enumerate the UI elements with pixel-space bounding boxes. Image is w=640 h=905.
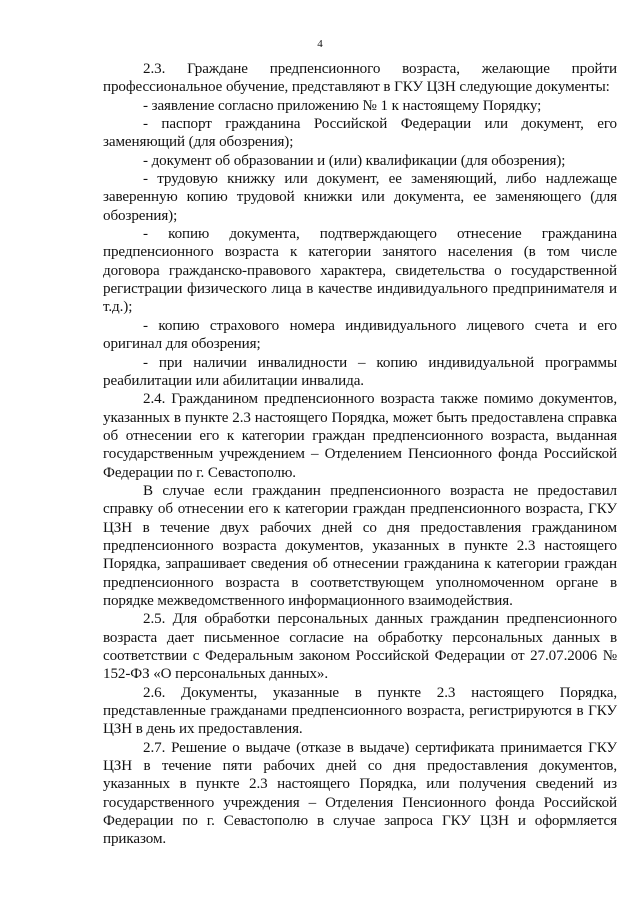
- list-item-education-document: - документ об образовании и (или) квалификации (для обозрения);: [143, 152, 566, 169]
- document-body: [103, 60, 617, 849]
- page-number: 4: [317, 38, 323, 50]
- list-item-disability-program: - при наличии инвалидности – копию индивидуальной программы реабилитации или абилитации инвалида.: [103, 354, 617, 389]
- paragraph-2-4-continued: В случае если гражданин предпенсионного возраста не предоставил справку об отнесении его к категории граждан предпенсионного возраста, ГКУ ЦЗН в течение двух рабочих дней со дня предоставления гражданином предпенсионного возраста документов, указанных в пункте 2.3 настоящего Порядка, запрашивает сведения об отнесении гражданина к категории граждан предпенсионного возраста в соответствующем уполномоченном органе в порядке межведомственного информационного взаимодействия.: [103, 482, 617, 609]
- list-item-insurance-number: - копию страхового номера индивидуального лицевого счета и его оригинал для обозрения;: [103, 317, 617, 353]
- list-item-employment-record: - трудовую книжку или документ, ее заменяющий, либо надлежаще заверенную копию трудовой книжки или документа, ее заменяющего (для обозрения);: [103, 171, 617, 224]
- list-item-employment-proof: - копию документа, подтверждающего отнесение гражданина предпенсионного возраста к категории занятого населения (в том числе договора гражданско-правового характера, свидетельства о государственной регистрации физического лица в качестве индивидуального предпринимателя и т.д.);: [103, 226, 617, 316]
- paragraph-2-3: 2.3. Граждане предпенсионного возраста, желающие пройти профессиональное обучение, представляют в ГКУ ЦЗН следующие документы:: [103, 61, 617, 96]
- list-item-passport: - паспорт гражданина Российской Федерации или документ, его заменяющий (для обозрения);: [103, 116, 617, 151]
- paragraph-2-4: 2.4. Гражданином предпенсионного возраста также помимо документов, указанных в пункте 2.3 настоящего Порядка, может быть предоставлена справка об отнесении его к категории граждан предпенсионного возраста, выданная государственным учреждением – Отделением Пенсионного фонда Российской Федерации по г. Севастополю.: [103, 391, 617, 481]
- paragraph-2-5: 2.5. Для обработки персональных данных гражданин предпенсионного возраста дает письменное согласие на обработку персональных данных в соответствии с Федеральным законом Российской Федерации от 27.07.2006 № 152-ФЗ «О персональных данных».: [103, 611, 617, 683]
- paragraph-2-7: 2.7. Решение о выдаче (отказе в выдаче) сертификата принимается ГКУ ЦЗН в течение пяти рабочих дней со дня предоставления документов, указанных в пункте 2.3 настоящего Порядка, или получения сведений из государственного учреждения – Отделения Пенсионного фонда Российской Федерации по г. Севастополю в случае запроса ГКУ ЦЗН и оформляется приказом.: [103, 739, 617, 848]
- list-item-application: - заявление согласно приложению № 1 к настоящему Порядку;: [143, 97, 542, 114]
- paragraph-2-6: 2.6. Документы, указанные в пункте 2.3 настоящего Порядка, представленные гражданами предпенсионного возраста, регистрируются в ГКУ ЦЗН в день их предоставления.: [103, 684, 617, 738]
